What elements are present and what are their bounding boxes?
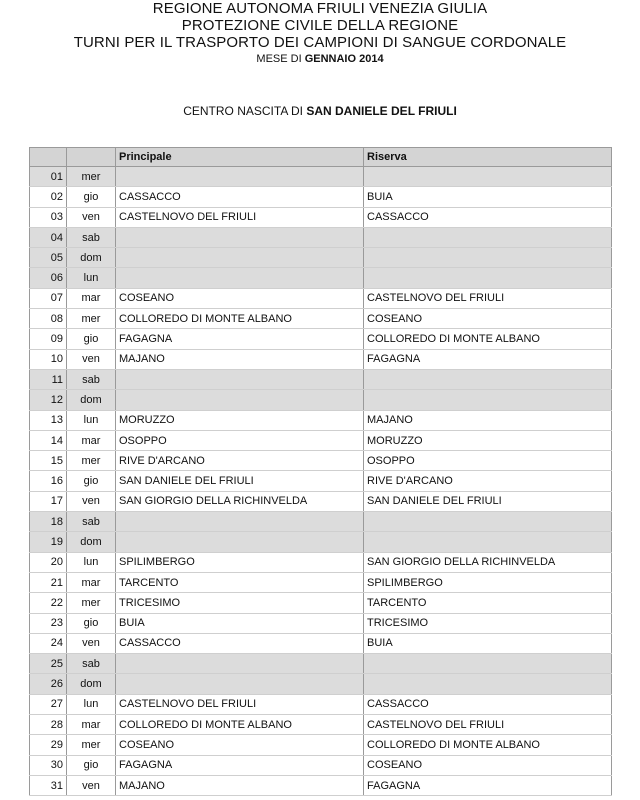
principale-cell — [116, 248, 364, 268]
riserva-cell: MORUZZO — [364, 430, 612, 450]
weekday-cell: lun — [67, 694, 116, 714]
principale-cell — [116, 532, 364, 552]
weekday-cell: gio — [67, 755, 116, 775]
table-row — [30, 512, 612, 532]
riserva-cell — [364, 674, 612, 694]
riserva-cell: SPILIMBERGO — [364, 572, 612, 592]
day-cell: 25 — [30, 654, 67, 674]
birth-center-name: SAN DANIELE DEL FRIULI — [306, 104, 457, 118]
header-weekday — [67, 148, 116, 167]
principale-cell: SPILIMBERGO — [116, 552, 364, 572]
month-prefix: MESE DI — [256, 53, 302, 65]
table-row — [30, 633, 612, 653]
table-row — [30, 167, 612, 187]
weekday-cell: dom — [67, 390, 116, 410]
riserva-cell: FAGAGNA — [364, 775, 612, 795]
day-cell: 02 — [30, 187, 67, 207]
weekday-cell: sab — [67, 227, 116, 247]
weekday-cell: ven — [67, 775, 116, 795]
principale-cell: COSEANO — [116, 735, 364, 755]
day-cell: 09 — [30, 329, 67, 349]
riserva-cell: SAN GIORGIO DELLA RICHINVELDA — [364, 552, 612, 572]
day-cell: 27 — [30, 694, 67, 714]
weekday-cell: ven — [67, 633, 116, 653]
riserva-cell: COSEANO — [364, 309, 612, 329]
principale-cell: COLLOREDO DI MONTE ALBANO — [116, 309, 364, 329]
weekday-cell: mer — [67, 735, 116, 755]
day-cell: 05 — [30, 248, 67, 268]
principale-cell: CASTELNOVO DEL FRIULI — [116, 207, 364, 227]
table-row — [30, 207, 612, 227]
riserva-cell: TARCENTO — [364, 593, 612, 613]
day-cell: 03 — [30, 207, 67, 227]
principale-cell — [116, 512, 364, 532]
day-cell: 29 — [30, 735, 67, 755]
table-row — [30, 674, 612, 694]
riserva-cell — [364, 390, 612, 410]
weekday-cell: gio — [67, 187, 116, 207]
weekday-cell: gio — [67, 329, 116, 349]
riserva-cell: FAGAGNA — [364, 349, 612, 369]
day-cell: 31 — [30, 775, 67, 795]
riserva-cell: CASTELNOVO DEL FRIULI — [364, 715, 612, 735]
table-row — [30, 451, 612, 471]
riserva-cell — [364, 248, 612, 268]
principale-cell: CASTELNOVO DEL FRIULI — [116, 694, 364, 714]
day-cell: 06 — [30, 268, 67, 288]
table-row — [30, 227, 612, 247]
principale-cell: MORUZZO — [116, 410, 364, 430]
weekday-cell: mar — [67, 430, 116, 450]
birth-center-prefix: CENTRO NASCITA DI — [183, 104, 303, 118]
day-cell: 13 — [30, 410, 67, 430]
month-line — [0, 52, 640, 66]
weekday-cell: sab — [67, 369, 116, 389]
riserva-cell: CASSACCO — [364, 207, 612, 227]
riserva-cell: COSEANO — [364, 755, 612, 775]
riserva-cell: BUIA — [364, 633, 612, 653]
riserva-cell — [364, 167, 612, 187]
table-row — [30, 694, 612, 714]
principale-cell — [116, 268, 364, 288]
riserva-cell: TRICESIMO — [364, 613, 612, 633]
table-row — [30, 187, 612, 207]
table-row — [30, 410, 612, 430]
principale-cell: FAGAGNA — [116, 329, 364, 349]
table-row — [30, 329, 612, 349]
principale-cell — [116, 390, 364, 410]
riserva-cell — [364, 268, 612, 288]
table-row — [30, 755, 612, 775]
weekday-cell: mer — [67, 167, 116, 187]
weekday-cell: mar — [67, 715, 116, 735]
principale-cell: MAJANO — [116, 775, 364, 795]
day-cell: 04 — [30, 227, 67, 247]
principale-cell: CASSACCO — [116, 187, 364, 207]
day-cell: 18 — [30, 512, 67, 532]
day-cell: 24 — [30, 633, 67, 653]
weekday-cell: lun — [67, 552, 116, 572]
principale-cell: COLLOREDO DI MONTE ALBANO — [116, 715, 364, 735]
principale-cell — [116, 654, 364, 674]
riserva-cell — [364, 512, 612, 532]
riserva-cell: CASSACCO — [364, 694, 612, 714]
riserva-cell — [364, 654, 612, 674]
day-cell: 16 — [30, 471, 67, 491]
principale-cell: RIVE D'ARCANO — [116, 451, 364, 471]
table-row — [30, 349, 612, 369]
day-cell: 10 — [30, 349, 67, 369]
birth-center-title — [0, 104, 640, 118]
weekday-cell: mer — [67, 451, 116, 471]
header-riserva: Riserva — [364, 148, 612, 167]
principale-cell: OSOPPO — [116, 430, 364, 450]
weekday-cell: lun — [67, 268, 116, 288]
day-cell: 30 — [30, 755, 67, 775]
table-row — [30, 491, 612, 511]
table-row — [30, 288, 612, 308]
day-cell: 08 — [30, 309, 67, 329]
table-body — [30, 167, 612, 796]
day-cell: 23 — [30, 613, 67, 633]
principale-cell: TRICESIMO — [116, 593, 364, 613]
day-cell: 28 — [30, 715, 67, 735]
table-row — [30, 430, 612, 450]
weekday-cell: gio — [67, 471, 116, 491]
weekday-cell: mer — [67, 593, 116, 613]
header-day — [30, 148, 67, 167]
riserva-cell: SAN DANIELE DEL FRIULI — [364, 491, 612, 511]
table-row — [30, 775, 612, 795]
table-row — [30, 268, 612, 288]
table-row — [30, 572, 612, 592]
weekday-cell: sab — [67, 654, 116, 674]
day-cell: 12 — [30, 390, 67, 410]
weekday-cell: mar — [67, 288, 116, 308]
day-cell: 19 — [30, 532, 67, 552]
table-row — [30, 390, 612, 410]
day-cell: 15 — [30, 451, 67, 471]
day-cell: 26 — [30, 674, 67, 694]
day-cell: 22 — [30, 593, 67, 613]
weekday-cell: dom — [67, 248, 116, 268]
table-row — [30, 309, 612, 329]
principale-cell: BUIA — [116, 613, 364, 633]
riserva-cell: COLLOREDO DI MONTE ALBANO — [364, 735, 612, 755]
weekday-cell: mar — [67, 572, 116, 592]
principale-cell: FAGAGNA — [116, 755, 364, 775]
weekday-cell: lun — [67, 410, 116, 430]
weekday-cell: dom — [67, 532, 116, 552]
riserva-cell: BUIA — [364, 187, 612, 207]
principale-cell: COSEANO — [116, 288, 364, 308]
document-title: TURNI PER IL TRASPORTO DEI CAMPIONI DI SANGUE CORDONALE — [73, 34, 567, 51]
document-header — [0, 0, 640, 66]
principale-cell — [116, 167, 364, 187]
day-cell: 01 — [30, 167, 67, 187]
principale-cell — [116, 227, 364, 247]
riserva-cell: MAJANO — [364, 410, 612, 430]
table-header-row — [30, 148, 612, 167]
weekday-cell: mer — [67, 309, 116, 329]
region-title: REGIONE AUTONOMA FRIULI VENEZIA GIULIA — [152, 0, 488, 17]
weekday-cell: ven — [67, 349, 116, 369]
principale-cell: SAN DANIELE DEL FRIULI — [116, 471, 364, 491]
table-row — [30, 471, 612, 491]
riserva-cell: RIVE D'ARCANO — [364, 471, 612, 491]
day-cell: 17 — [30, 491, 67, 511]
riserva-cell — [364, 532, 612, 552]
day-cell: 14 — [30, 430, 67, 450]
riserva-cell: OSOPPO — [364, 451, 612, 471]
table-row — [30, 715, 612, 735]
department-title: PROTEZIONE CIVILE DELLA REGIONE — [181, 17, 459, 34]
riserva-cell: CASTELNOVO DEL FRIULI — [364, 288, 612, 308]
table-row — [30, 654, 612, 674]
header-principale: Principale — [116, 148, 364, 167]
weekday-cell: dom — [67, 674, 116, 694]
riserva-cell: COLLOREDO DI MONTE ALBANO — [364, 329, 612, 349]
principale-cell: CASSACCO — [116, 633, 364, 653]
weekday-cell: ven — [67, 491, 116, 511]
principale-cell — [116, 369, 364, 389]
principale-cell — [116, 674, 364, 694]
table-row — [30, 735, 612, 755]
table-row — [30, 248, 612, 268]
table-row — [30, 593, 612, 613]
day-cell: 20 — [30, 552, 67, 572]
principale-cell: MAJANO — [116, 349, 364, 369]
table-row — [30, 613, 612, 633]
principale-cell: SAN GIORGIO DELLA RICHINVELDA — [116, 491, 364, 511]
riserva-cell — [364, 369, 612, 389]
table-row — [30, 369, 612, 389]
principale-cell: TARCENTO — [116, 572, 364, 592]
riserva-cell — [364, 227, 612, 247]
weekday-cell: ven — [67, 207, 116, 227]
table-row — [30, 552, 612, 572]
month-value: GENNAIO 2014 — [304, 53, 384, 65]
table-row — [30, 532, 612, 552]
weekday-cell: gio — [67, 613, 116, 633]
day-cell: 07 — [30, 288, 67, 308]
day-cell: 11 — [30, 369, 67, 389]
weekday-cell: sab — [67, 512, 116, 532]
shift-table — [29, 147, 612, 796]
day-cell: 21 — [30, 572, 67, 592]
